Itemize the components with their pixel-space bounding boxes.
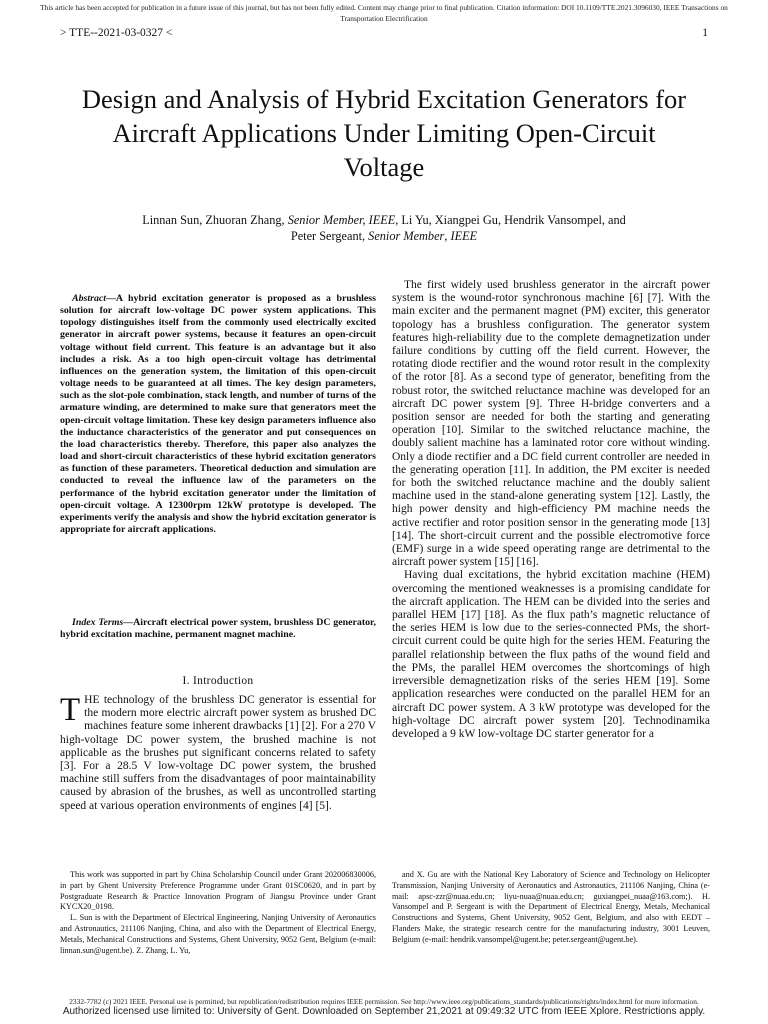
index-terms — [60, 617, 376, 641]
publication-notice: This article has been accepted for publication in a future issue of this journal, but has not been fully edited. Content may change prior to final publication. Citation information: DOI 10.1109/TTE.2021.3096030, IEEE Transactions on Transportation Electrification — [40, 3, 728, 23]
footnote: L. Sun is with the Department of Electrical Engineering, Nanjing University of Aeronautics and Astronautics, 211106 Nanjing, China, and also with the Department of Electrical Energy, Metals, Mechanical Constructions and Systems, Ghent University, 9052 Gent, Belgium (e-mail: linnan.sun@ugent.be). Z. Zhang, L. Yu, — [60, 913, 376, 955]
drop-cap: T — [60, 692, 81, 728]
footnote: This work was supported in part by China Scholarship Council under Grant 202006830006, in part by Ghent University Preference Programme under Grant 01SC0620, and in part by Postgraduate Research & Practice Innovation Program of Jiangsu Province under Grant KYCX20_0198. — [60, 870, 376, 912]
footnotes-left — [60, 870, 376, 956]
author-line-2 — [70, 228, 698, 244]
author-list — [70, 212, 698, 244]
footnote: and X. Gu are with the National Key Laboratory of Science and Technology on Helicopter Transmission, Nanjing University of Aeronautics and Astronautics, 211106 Nanjing, China (e-mail: apsc-zzr@nuaa.edu.cn; liyu-nuaa@nuaa.edu.cn; guxiangpei_nuaa@163.com;). H. Vansompel and P. Sergeant is with the Department of Electrical Energy, Metals, Mechanical Constructions and Systems, Ghent University, 9052 Gent, Belgium, and also with EEDT – Flanders Make, the strategic research centre for the manufacturing industry, 3001 Leuven, Belgium (e-mail: hendrik.vansompel@ugent.be; peter.sergeant@ugent.be). — [392, 870, 710, 944]
right-column-body — [392, 279, 710, 741]
index-terms-text: —Aircraft electrical power system, brushless DC generator, hybrid excitation machine, permanent magnet machine. — [60, 617, 376, 641]
index-terms-lead: Index Terms — [72, 617, 124, 628]
body-paragraph: The first widely used brushless generator in the aircraft power system is the wound-rotor synchronous machine [6] [7]. With the main exciter and the permanent magnet (PM) exciter, this generator topology has a brushless configuration. The generator system features high-reliability due to the complete demagnetization under failure conditions by cutting off the field current. However, the rotating diode rectifier and the wound rotor result in the complexity of the rotor [8]. As a second type of generator, benefiting from the robust rotor, the switched reluctance machine was developed for an aircraft DC power system [9]. Three H-bridge converters and a position sensor are needed for both the starting and generating operation [10]. Similar to the switched reluctance machine, the doubly salient machine has a laminated rotor core without winding. Only a diode rectifier and a DC field current controller are needed in the generating operation [11]. In addition, the PM exciter is needed for both the switched reluctance machine and the doubly salient machine used in the stand-alone generating system [12]. Lastly, the high power density and high-efficiency PM machine needs the active rectifier and rotor position sensor in the generating mode [13] [14]. The short-circuit current and the possible electromotive force (EMF) surge in a wide speed operating range are detrimental to the aircraft power system [15] [16]. — [392, 279, 710, 569]
abstract-text: —A hybrid excitation generator is proposed as a brushless solution for aircraft low-voltage DC power system applications. This topology distinguishes itself from the commonly used electrically excited generator in aircraft power systems, because it features an open-circuit voltage without field current. This feature is an advantage but it also includes a risk. As a too high open-circuit voltage has detrimental influences on the generation system, the limitation of this open-circuit voltage needs to be guaranteed at all times. The key design parameters, such as the slot-pole combination, stack length, and number of turns of the armature winding, are determined to make sure that generators meet the open-circuit voltage limitation. These key design parameters influence also the inductance characteristics of the generator and put consequences on the load characteristics thereby. Therefore, this paper also analyzes the load and short-circuit characteristics of these hybrid excitation generators as function of these parameters. Theoretical deduction and simulation are conducted to reveal the influence law of the parameters on the performance of the hybrid excitation generator under the limitation of open-circuit voltage. A 12300rpm 12kW prototype is developed. The experiments verify the analysis and show the hybrid excitation generator is appropriate for aircraft applications. — [60, 293, 376, 535]
abstract — [60, 293, 376, 536]
introduction-text: HE technology of the brushless DC generator is essential for the modern more electric aircraft power system as brushed DC machines feature some inherent drawbacks [1] [2]. For a 270 V high-voltage DC power system, the brushed machine is not applicable as the brushes put significant concerns related to safety [3]. For a 28.5 V low-voltage DC power system, the brushed machine still suffers from the disadvantages of poor maintainability caused by abrasion of the brushes, as well as uncontrolled starting speed at various operation environments of engines [4] [5]. — [60, 694, 376, 812]
introduction-paragraph — [60, 694, 376, 813]
body-paragraph: Having dual excitations, the hybrid excitation machine (HEM) overcoming the mentioned weaknesses is a promising candidate for the aircraft application. The HEM can be divided into the series and parallel HEM [17] [18]. As the flux path’s magnetic reluctance of the series HEM is low due to the series-connected PMs, the short-circuit current could be quite high for the series HEM. Featuring the parallel relationship between the flux paths of the wound field and the PMs, the parallel HEM overcomes the shortcomings of high irreversible demagnetization risks of the series HEM [19]. Some application researches were conducted on the parallel HEM for an aircraft DC power system. A 3 kW prototype was developed for the high-voltage DC aircraft power system [20]. Technodinamika developed a 9 kW low-voltage DC starter generator for a — [392, 569, 710, 740]
paper-title: Design and Analysis of Hybrid Excitation Generators for Aircraft Applications Under Limiting Open-Circuit Voltage — [81, 84, 687, 182]
authors-part: , Li Yu, Xiangpei Gu, Hendrik Vansompel, and — [395, 213, 626, 227]
authors-part: Peter Sergeant, — [290, 229, 369, 243]
license-footer: Authorized licensed use limited to: University of Gent. Downloaded on September 21,2021 at 09:49:32 UTC from IEEE Xplore. Restrictions apply. — [62, 1006, 706, 1017]
author-role: Senior Member — [368, 229, 445, 243]
author-role: Senior Member, IEEE — [287, 213, 396, 227]
author-org: IEEE — [450, 229, 478, 243]
author-line-1 — [70, 212, 698, 228]
authors-part: , — [444, 229, 451, 243]
footnotes-right — [392, 870, 710, 946]
section-heading: I. Introduction — [182, 675, 254, 687]
copyright-footer: 2332-7782 (c) 2021 IEEE. Personal use is permitted, but republication/redistribution requires IEEE permission. See http://www.ieee.org/publications_standards/publications/rights/index.html for more information. — [69, 997, 699, 1006]
authors-part: Linnan Sun, Zhuoran Zhang, — [142, 213, 288, 227]
page-number: 1 — [702, 27, 708, 39]
abstract-lead: Abstract — [72, 293, 107, 304]
manuscript-id: > TTE--2021-03-0327 < — [60, 27, 173, 39]
